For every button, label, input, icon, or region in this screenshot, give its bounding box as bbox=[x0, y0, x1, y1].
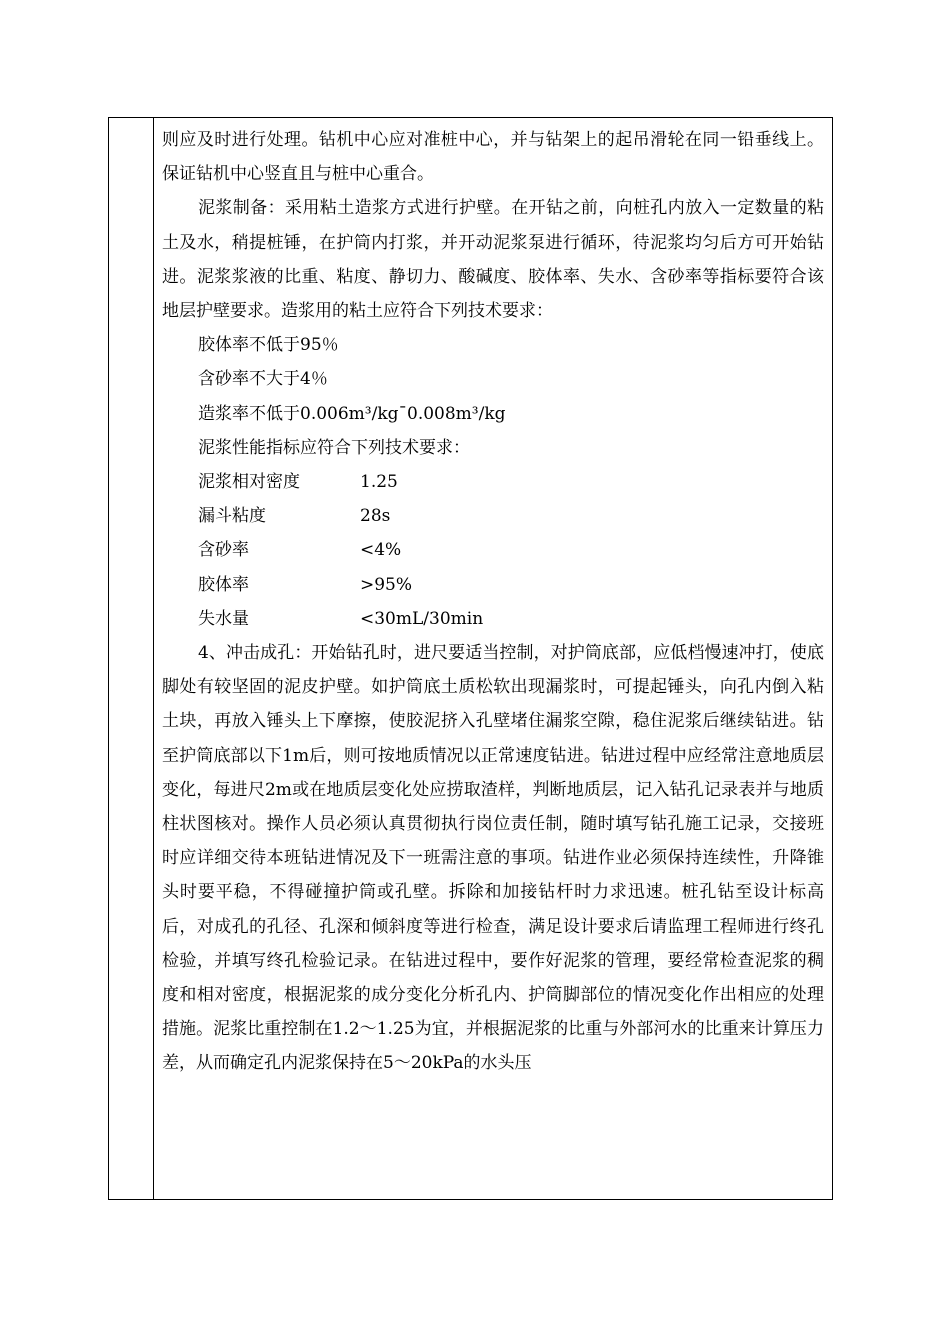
slurry-performance-intro: 泥浆性能指标应符合下列技术要求： bbox=[198, 437, 470, 458]
slurry-spec-value: >95% bbox=[360, 574, 413, 595]
slurry-spec-name: 含砂率 bbox=[198, 540, 249, 561]
slurry-spec-value: <30mL/30min bbox=[360, 608, 484, 629]
slurry-spec-name: 失水量 bbox=[198, 608, 249, 629]
slurry-spec-name: 漏斗粘度 bbox=[198, 506, 266, 527]
paragraph-slurry-preparation: 泥浆制备：采用粘土造浆方式进行护壁。在开钻之前，向桩孔内放入一定数量的粘土及水，稍提桩锤，在护筒内打浆，并开动泥浆泵进行循环，待泥浆均匀后方可开始钻进。泥浆浆液的比重、粘度、静切力、酸碱度、胶体率、失水、含砂率等指标要符合该地层护壁要求。造浆用的粘土应符合下列技术要求： bbox=[162, 198, 824, 322]
slurry-spec-row bbox=[162, 533, 824, 567]
slurry-spec-value: 28s bbox=[360, 506, 391, 527]
clay-requirement-colloid: 胶体率不低于95％ bbox=[198, 335, 339, 356]
slurry-spec-row bbox=[162, 568, 824, 602]
slurry-spec-row bbox=[162, 602, 824, 636]
slurry-spec-row bbox=[162, 499, 824, 533]
table-content-cell bbox=[162, 123, 824, 1081]
slurry-spec-row bbox=[162, 465, 824, 499]
slurry-spec-name: 胶体率 bbox=[198, 574, 249, 595]
paragraph-impact-drilling: 4、冲击成孔：开始钻孔时，进尺要适当控制，对护筒底部，应低档慢速冲打，使底脚处有较坚固的泥皮护壁。如护筒底土质松软出现漏浆时，可提起锤头，向孔内倒入粘土块，再放入锤头上下摩擦，使胶泥挤入孔壁堵住漏浆空隙，稳住泥浆后继续钻进。钻至护筒底部以下1m后，则可按地质情况以正常速度钻进。钻进过程中应经常注意地质层变化，每进尺2m或在地质层变化处应捞取渣样，判断地质层，记入钻孔记录表并与地质柱状图核对。操作人员必须认真贯彻执行岗位责任制，随时填写钻孔施工记录，交接班时应详细交待本班钻进情况及下一班需注意的事项。钻进作业必须保持连续性，升降锥头时要平稳，不得碰撞护筒或孔壁。拆除和加接钻杆时力求迅速。桩孔钻至设计标高后，对成孔的孔径、孔深和倾斜度等进行检查，满足设计要求后请监理工程师进行终孔检验，并填写终孔检验记录。在钻进过程中，要作好泥浆的管理，要经常检查泥浆的稠度和相对密度，根据泥浆的成分变化分析孔内、护筒脚部位的情况变化作出相应的处理措施。泥浆比重控制在1.2～1.25为宜，并根据泥浆的比重与外部河水的比重来计算压力差，从而确定孔内泥浆保持在5～20kPa的水头压 bbox=[162, 643, 824, 1074]
clay-requirement-yield: 造浆率不低于0.006m³/kg¯0.008m³/kg bbox=[198, 403, 506, 424]
slurry-spec-value: <4% bbox=[360, 540, 402, 561]
paragraph-continuation: 则应及时进行处理。钻机中心应对准桩中心，并与钻架上的起吊滑轮在同一铅垂线上。保证钻机中心竖直且与桩中心重合。 bbox=[162, 130, 824, 185]
clay-requirement-sand: 含砂率不大于4％ bbox=[198, 369, 328, 390]
document-table bbox=[108, 117, 833, 1200]
slurry-spec-value: 1.25 bbox=[360, 472, 398, 493]
table-left-column bbox=[109, 118, 154, 1199]
slurry-spec-name: 泥浆相对密度 bbox=[198, 472, 300, 493]
